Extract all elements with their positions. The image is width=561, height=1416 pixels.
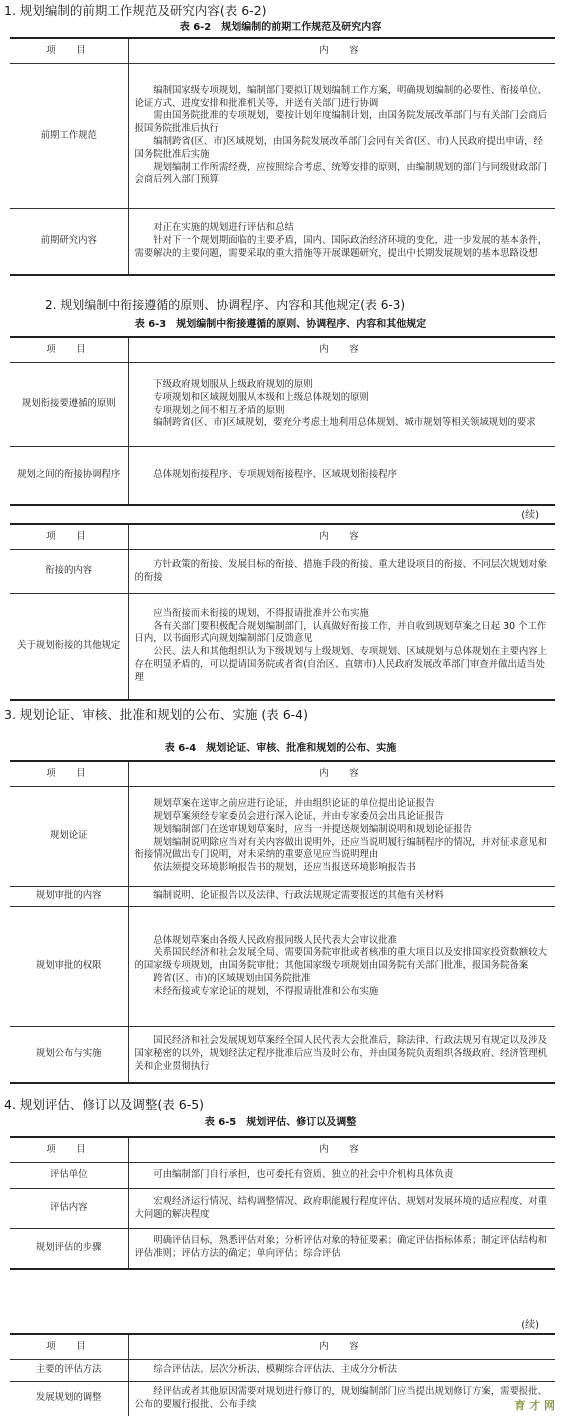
continued-label: (续)	[521, 1320, 539, 1331]
row-content: 规划草案在送审之前应进行论证，并由组织论证的单位提出论证报告 规划草案须经专家委员会进行深入论证，并由专家委员会出具论证报告 规划编制部门在送审规划草案时，应当一并提送规划编制说明和规划论证报告 规划编制说明除应当对有关内容做出说明外，还应当说明履行编制程序的情况，并对征求意见和衔接情况做出专门说明，对未采纳的重要意见应当说明理由 依法须提交环境影响报告书的规划，还应当报送环境影响报告书	[128, 787, 555, 887]
row-label: 主要的评估方法	[10, 1360, 128, 1382]
table-6-5-caption: 表 6-5 规划评估、修订以及调整	[204, 1117, 357, 1128]
col-item-header: 项 目	[10, 524, 128, 550]
table-6-3-continued	[10, 523, 555, 701]
table-row	[10, 787, 555, 887]
table-row	[10, 1229, 555, 1269]
table-row	[10, 447, 555, 505]
row-label: 发展规划的调整	[10, 1382, 128, 1416]
table-6-5-continued	[10, 1333, 555, 1416]
col-content-header: 内 容	[128, 337, 555, 363]
row-label: 衔接的内容	[10, 550, 128, 594]
table-row	[10, 1163, 555, 1189]
table-6-3	[10, 336, 555, 506]
row-content: 编制国家级专项规划，编制部门要拟订规划编制工作方案，明确规划编制的必要性、衔接单位、论证方式、进度安排和批准机关等，并送有关部门进行协调 需由国务院批准的专项规划，要按计划年度编制计划，由国务院发展改革部门与有关部门会商后报国务院批准后执行 编制跨省(区、市)区域规划，由国务院发展改革部门会同有关省(区、市)人民政府提出申请，经国务院批准后实施 规划编制工作所需经费，应按照综合考虑、统筹安排的原则，由编制规划的部门与同级财政部门会商后列入部门预算	[128, 64, 555, 209]
row-label: 规划之间的衔接协调程序	[10, 447, 128, 505]
section-1-heading: 1. 规划编制的前期工作规范及研究内容(表 6-2)	[4, 3, 267, 18]
section-3-heading: 3. 规划论证、审核、批准和规划的公布、实施 (表 6-4)	[4, 707, 309, 722]
table-row	[10, 907, 555, 1027]
row-label: 评估单位	[10, 1163, 128, 1189]
col-content-header: 内 容	[128, 38, 555, 64]
row-content: 编制说明、论证报告以及法律、行政法规规定需要报送的其他有关材料	[128, 887, 555, 907]
col-item-header: 项 目	[10, 1334, 128, 1360]
table-row	[10, 1382, 555, 1416]
row-content: 宏观经济运行情况、结构调整情况、政府职能履行程度评估、规划对发展环境的适应程度、对重大问题的解决程度	[128, 1189, 555, 1229]
row-label: 规划衔接要遵循的原则	[10, 363, 128, 447]
row-content: 下级政府规划服从上级政府规划的原则 专项规划和区域规划服从本级和上级总体规划的原则 专项规划之间不相互矛盾的原则 编制跨省(区、市)区域规划，要充分考虑土地利用总体规划、城市规划等相关领域规划的要求	[128, 363, 555, 447]
row-content: 国民经济和社会发展规划草案经全国人民代表大会批准后，除法律、行政法规另有规定以及涉及国家秘密的以外，规划经法定程序批准后应当及时公布，并由国务院负责组织各级政府、经济管理机关和企业贯彻执行	[128, 1027, 555, 1083]
row-content: 方针政策的衔接、发展目标的衔接、措施手段的衔接、重大建设项目的衔接、不同层次规划对象的衔接	[128, 550, 555, 594]
table-6-4	[10, 760, 555, 1084]
table-row	[10, 209, 555, 275]
row-label: 规划审批的权限	[10, 907, 128, 1027]
table-row	[10, 1027, 555, 1083]
col-content-header: 内 容	[128, 524, 555, 550]
col-item-header: 项 目	[10, 38, 128, 64]
row-content: 综合评估法、层次分析法、模糊综合评估法、主成分分析法	[128, 1360, 555, 1382]
row-label: 规划论证	[10, 787, 128, 887]
row-label: 规划评估的步骤	[10, 1229, 128, 1269]
row-content: 总体规划衔接程序、专项规划衔接程序、区域规划衔接程序	[128, 447, 555, 505]
row-content: 应当衔接而未衔接的规划，不得报请批准并公布实施 各有关部门要积极配合规划编制部门，认真做好衔接工作，并自收到规划草案之日起 30 个工作日内，以书面形式向规划编制部门反馈意见 公民、法人和其他组织认为下级规划与上级规划、专项规划、区域规划与总体规划在主要内容上存在明显矛盾的，可以提请国务院或者省(自治区、直辖市)人民政府发展改革部门审查并做出适当处理	[128, 594, 555, 700]
row-label: 规划审批的内容	[10, 887, 128, 907]
row-content: 总体规划草案由各级人民政府报同级人民代表大会审议批准 关系国民经济和社会发展全局、需要国务院审批或者核准的重大项目以及安排国家投资数额较大的国家级专项规划，由国务院审批；其他国家级专项规划由国务院有关部门批准，报国务院备案 跨省(区、市)的区域规划由国务院批准 未经衔接或专家论证的规划，不得报请批准和公布实施	[128, 907, 555, 1027]
row-label: 关于规划衔接的其他规定	[10, 594, 128, 700]
table-6-2	[10, 37, 555, 276]
row-label: 前期研究内容	[10, 209, 128, 275]
row-content: 对正在实施的规划进行评估和总结 针对下一个规划期面临的主要矛盾，国内、国际政治经济环境的变化，进一步发展的基本条件，需要解决的主要问题，需要采取的重大措施等开展课题研究，提出中长期发展规划的基本思路设想	[128, 209, 555, 275]
table-6-3-caption: 表 6-3 规划编制中衔接遵循的原则、协调程序、内容和其他规定	[134, 319, 427, 330]
continued-label: (续)	[521, 510, 539, 521]
section-4-heading: 4. 规划评估、修订以及调整(表 6-5)	[4, 1097, 205, 1112]
col-content-header: 内 容	[128, 1334, 555, 1360]
col-item-header: 项 目	[10, 761, 128, 787]
table-6-5	[10, 1136, 555, 1270]
col-item-header: 项 目	[10, 1137, 128, 1163]
col-content-header: 内 容	[128, 1137, 555, 1163]
row-content: 可由编制部门自行承担，也可委托有资质、独立的社会中介机构具体负责	[128, 1163, 555, 1189]
site-logo: 育 才 网	[514, 1399, 555, 1412]
table-6-4-caption: 表 6-4 规划论证、审核、批准和规划的公布、实施	[164, 743, 397, 754]
table-6-2-caption: 表 6-2 规划编制的前期工作规范及研究内容	[179, 22, 382, 33]
row-content: 明确评估目标，熟悉评估对象；分析评估对象的特征要素；确定评估指标体系；制定评估结构和评估准则；评估方法的确定；单向评估；综合评估	[128, 1229, 555, 1269]
table-row	[10, 64, 555, 209]
col-item-header: 项 目	[10, 337, 128, 363]
table-row	[10, 1189, 555, 1229]
row-label: 前期工作规范	[10, 64, 128, 209]
table-row	[10, 550, 555, 594]
table-row	[10, 887, 555, 907]
table-row	[10, 363, 555, 447]
row-label: 评估内容	[10, 1189, 128, 1229]
table-row	[10, 1360, 555, 1382]
row-content: 经评估或者其他原因需要对规划进行修订的，规划编制部门应当提出规划修订方案，需要报批、公布的要履行报批、公布手续	[134, 1385, 548, 1410]
row-label: 规划公布与实施	[10, 1027, 128, 1083]
col-content-header: 内 容	[128, 761, 555, 787]
table-row	[10, 594, 555, 700]
section-2-heading: 2. 规划编制中衔接遵循的原则、协调程序、内容和其他规定(表 6-3)	[45, 298, 406, 312]
